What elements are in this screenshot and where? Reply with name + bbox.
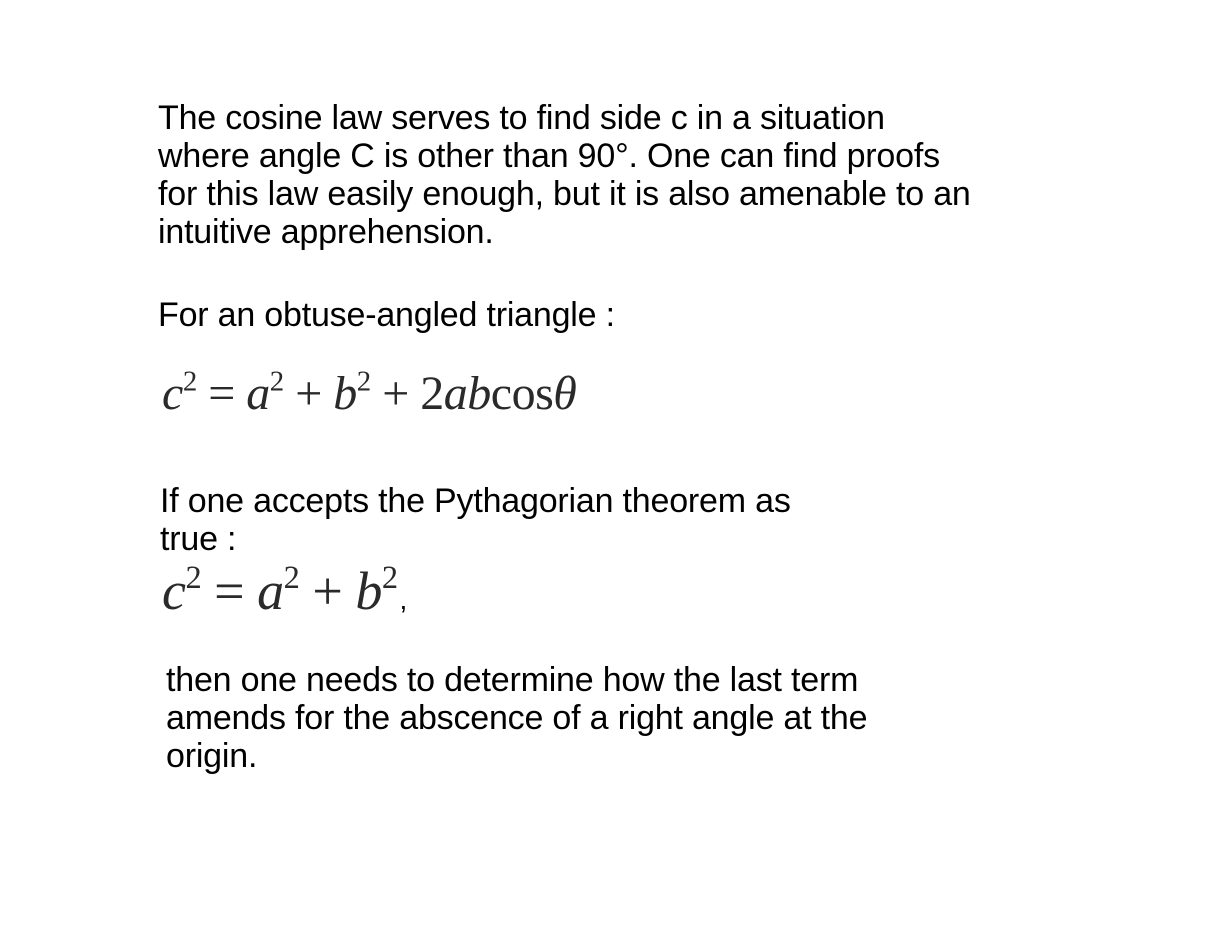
eq1-b: b — [333, 367, 357, 420]
eq1-plus-2: + 2 — [370, 367, 444, 420]
eq2-c: c — [162, 561, 186, 621]
eq1-a: a — [246, 367, 270, 420]
eq1-plus-1: + — [283, 367, 334, 420]
eq2-comma: , — [399, 584, 407, 615]
eq2-b: b — [355, 561, 382, 621]
pythagorean-paragraph: If one accepts the Pythagorian theorem as true : — [160, 482, 791, 558]
pythagorean-equation — [162, 560, 407, 622]
intro-paragraph: The cosine law serves to find side c in a situation where angle C is other than 90°. One can find proofs for this law easily enough, but it is also amenable to an intuitive apprehension. — [158, 99, 971, 251]
eq1-c-exponent: 2 — [182, 365, 197, 398]
eq1-theta: θ — [553, 367, 577, 420]
eq2-c-exponent: 2 — [185, 559, 202, 596]
cosine-law-equation — [162, 366, 576, 421]
eq2-a-exponent: 2 — [283, 559, 300, 596]
eq2-b-exponent: 2 — [381, 559, 398, 596]
eq1-ab: ab — [443, 367, 491, 420]
eq1-equals: = — [196, 367, 247, 420]
eq1-b-exponent: 2 — [356, 365, 371, 398]
eq2-plus: + — [299, 561, 356, 621]
eq2-a: a — [257, 561, 284, 621]
eq1-a-exponent: 2 — [269, 365, 284, 398]
eq1-cos: cos — [490, 367, 554, 420]
eq1-c: c — [162, 367, 183, 420]
eq2-equals: = — [201, 561, 258, 621]
obtuse-triangle-heading: For an obtuse-angled triangle : — [158, 296, 615, 334]
conclusion-paragraph: then one needs to determine how the last term amends for the abscence of a right angle at the origin. — [166, 661, 868, 775]
